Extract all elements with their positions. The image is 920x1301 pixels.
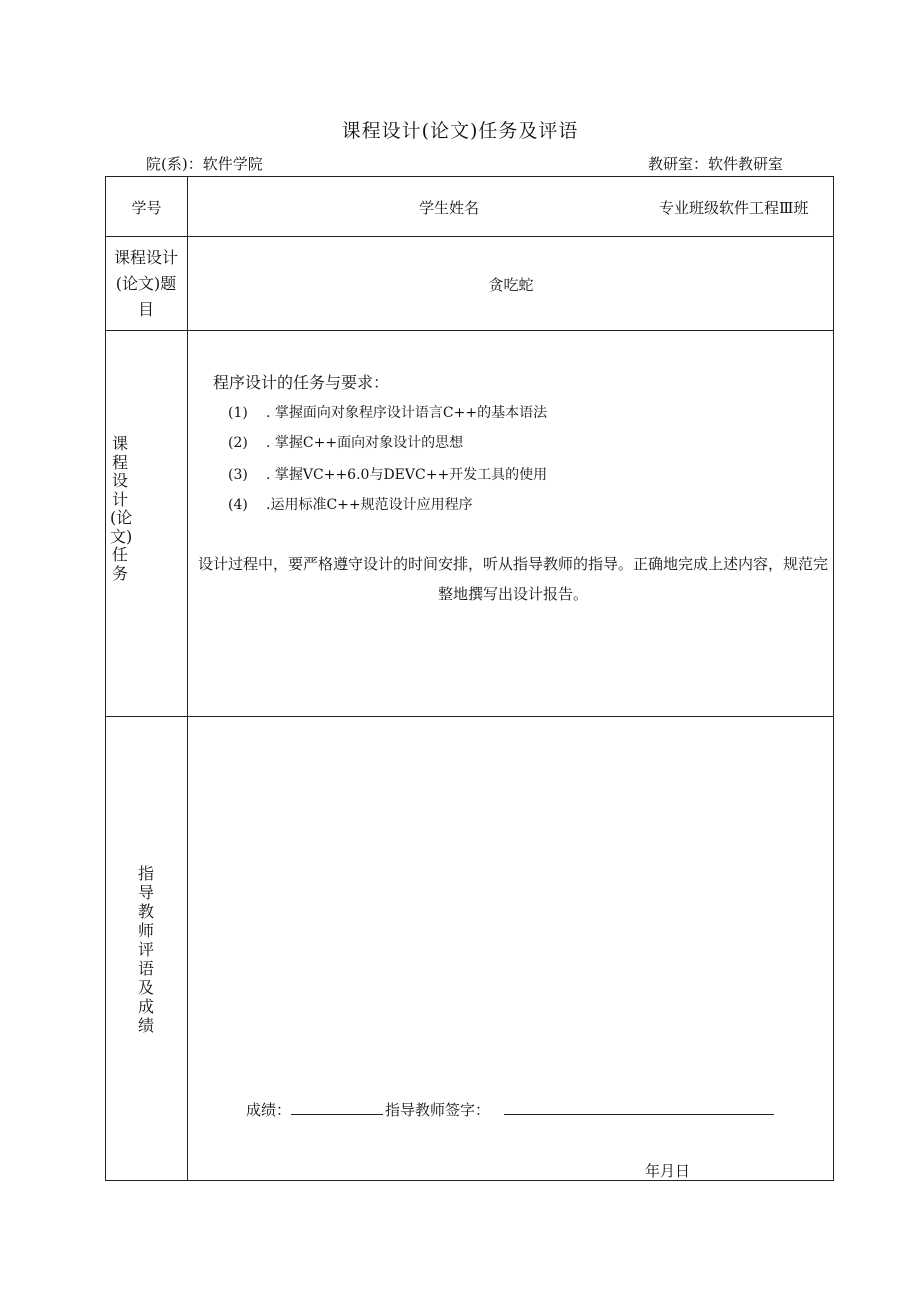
requirement-number: (2) bbox=[228, 435, 248, 451]
class-label: 专业班级软件工程Ⅲ班 bbox=[659, 199, 809, 217]
task-paragraph: 设计过程中，要严格遵守设计的时间安排，听从指导教师的指导。正确地完成上述内容，规范完整地撰写出设计报告。 bbox=[197, 555, 828, 603]
requirement-item bbox=[228, 432, 463, 452]
requirement-item bbox=[228, 402, 547, 422]
requirement-text: . 掌握VC++6.0与DEVC++开发工具的使用 bbox=[266, 467, 548, 483]
requirement-number: (3) bbox=[228, 467, 248, 483]
requirement-text: .运用标准C++规范设计应用程序 bbox=[266, 497, 473, 513]
grade-blank[interactable] bbox=[291, 1100, 383, 1115]
comments-label: 指导教师评语及成绩 bbox=[137, 864, 154, 1035]
student-name-label: 学生姓名 bbox=[419, 199, 480, 217]
task-table bbox=[105, 176, 834, 1181]
topic-value: 贪吃蛇 bbox=[488, 276, 534, 294]
requirement-number: (4) bbox=[228, 497, 248, 513]
topic-label: 课程设计(论文)题目 bbox=[113, 248, 178, 319]
signature-blank[interactable] bbox=[504, 1100, 774, 1115]
date-label: 年月日 bbox=[645, 1162, 691, 1180]
requirement-number: (1) bbox=[228, 405, 248, 421]
requirement-text: . 掌握面向对象程序设计语言C++的基本语法 bbox=[266, 405, 548, 421]
task-label: 课程设计(论文)任务 bbox=[110, 434, 133, 583]
signature-label: 指导教师签字： bbox=[385, 1101, 491, 1119]
office-label: 教研室：软件教研室 bbox=[648, 155, 784, 173]
requirements-heading: 程序设计的任务与要求： bbox=[213, 373, 390, 392]
student-id-label: 学号 bbox=[131, 199, 162, 217]
page-title: 课程设计(论文)任务及评语 bbox=[341, 120, 579, 142]
row-divider bbox=[106, 236, 833, 237]
row-divider bbox=[106, 330, 833, 331]
column-divider bbox=[187, 177, 188, 1180]
grade-label: 成绩： bbox=[246, 1101, 292, 1119]
requirement-text: . 掌握C++面向对象设计的思想 bbox=[266, 435, 464, 451]
department-label: 院(系)：软件学院 bbox=[146, 155, 263, 173]
row-divider bbox=[106, 716, 833, 717]
signature-row bbox=[246, 1099, 774, 1120]
requirement-item bbox=[228, 494, 473, 514]
requirement-item bbox=[228, 464, 547, 484]
